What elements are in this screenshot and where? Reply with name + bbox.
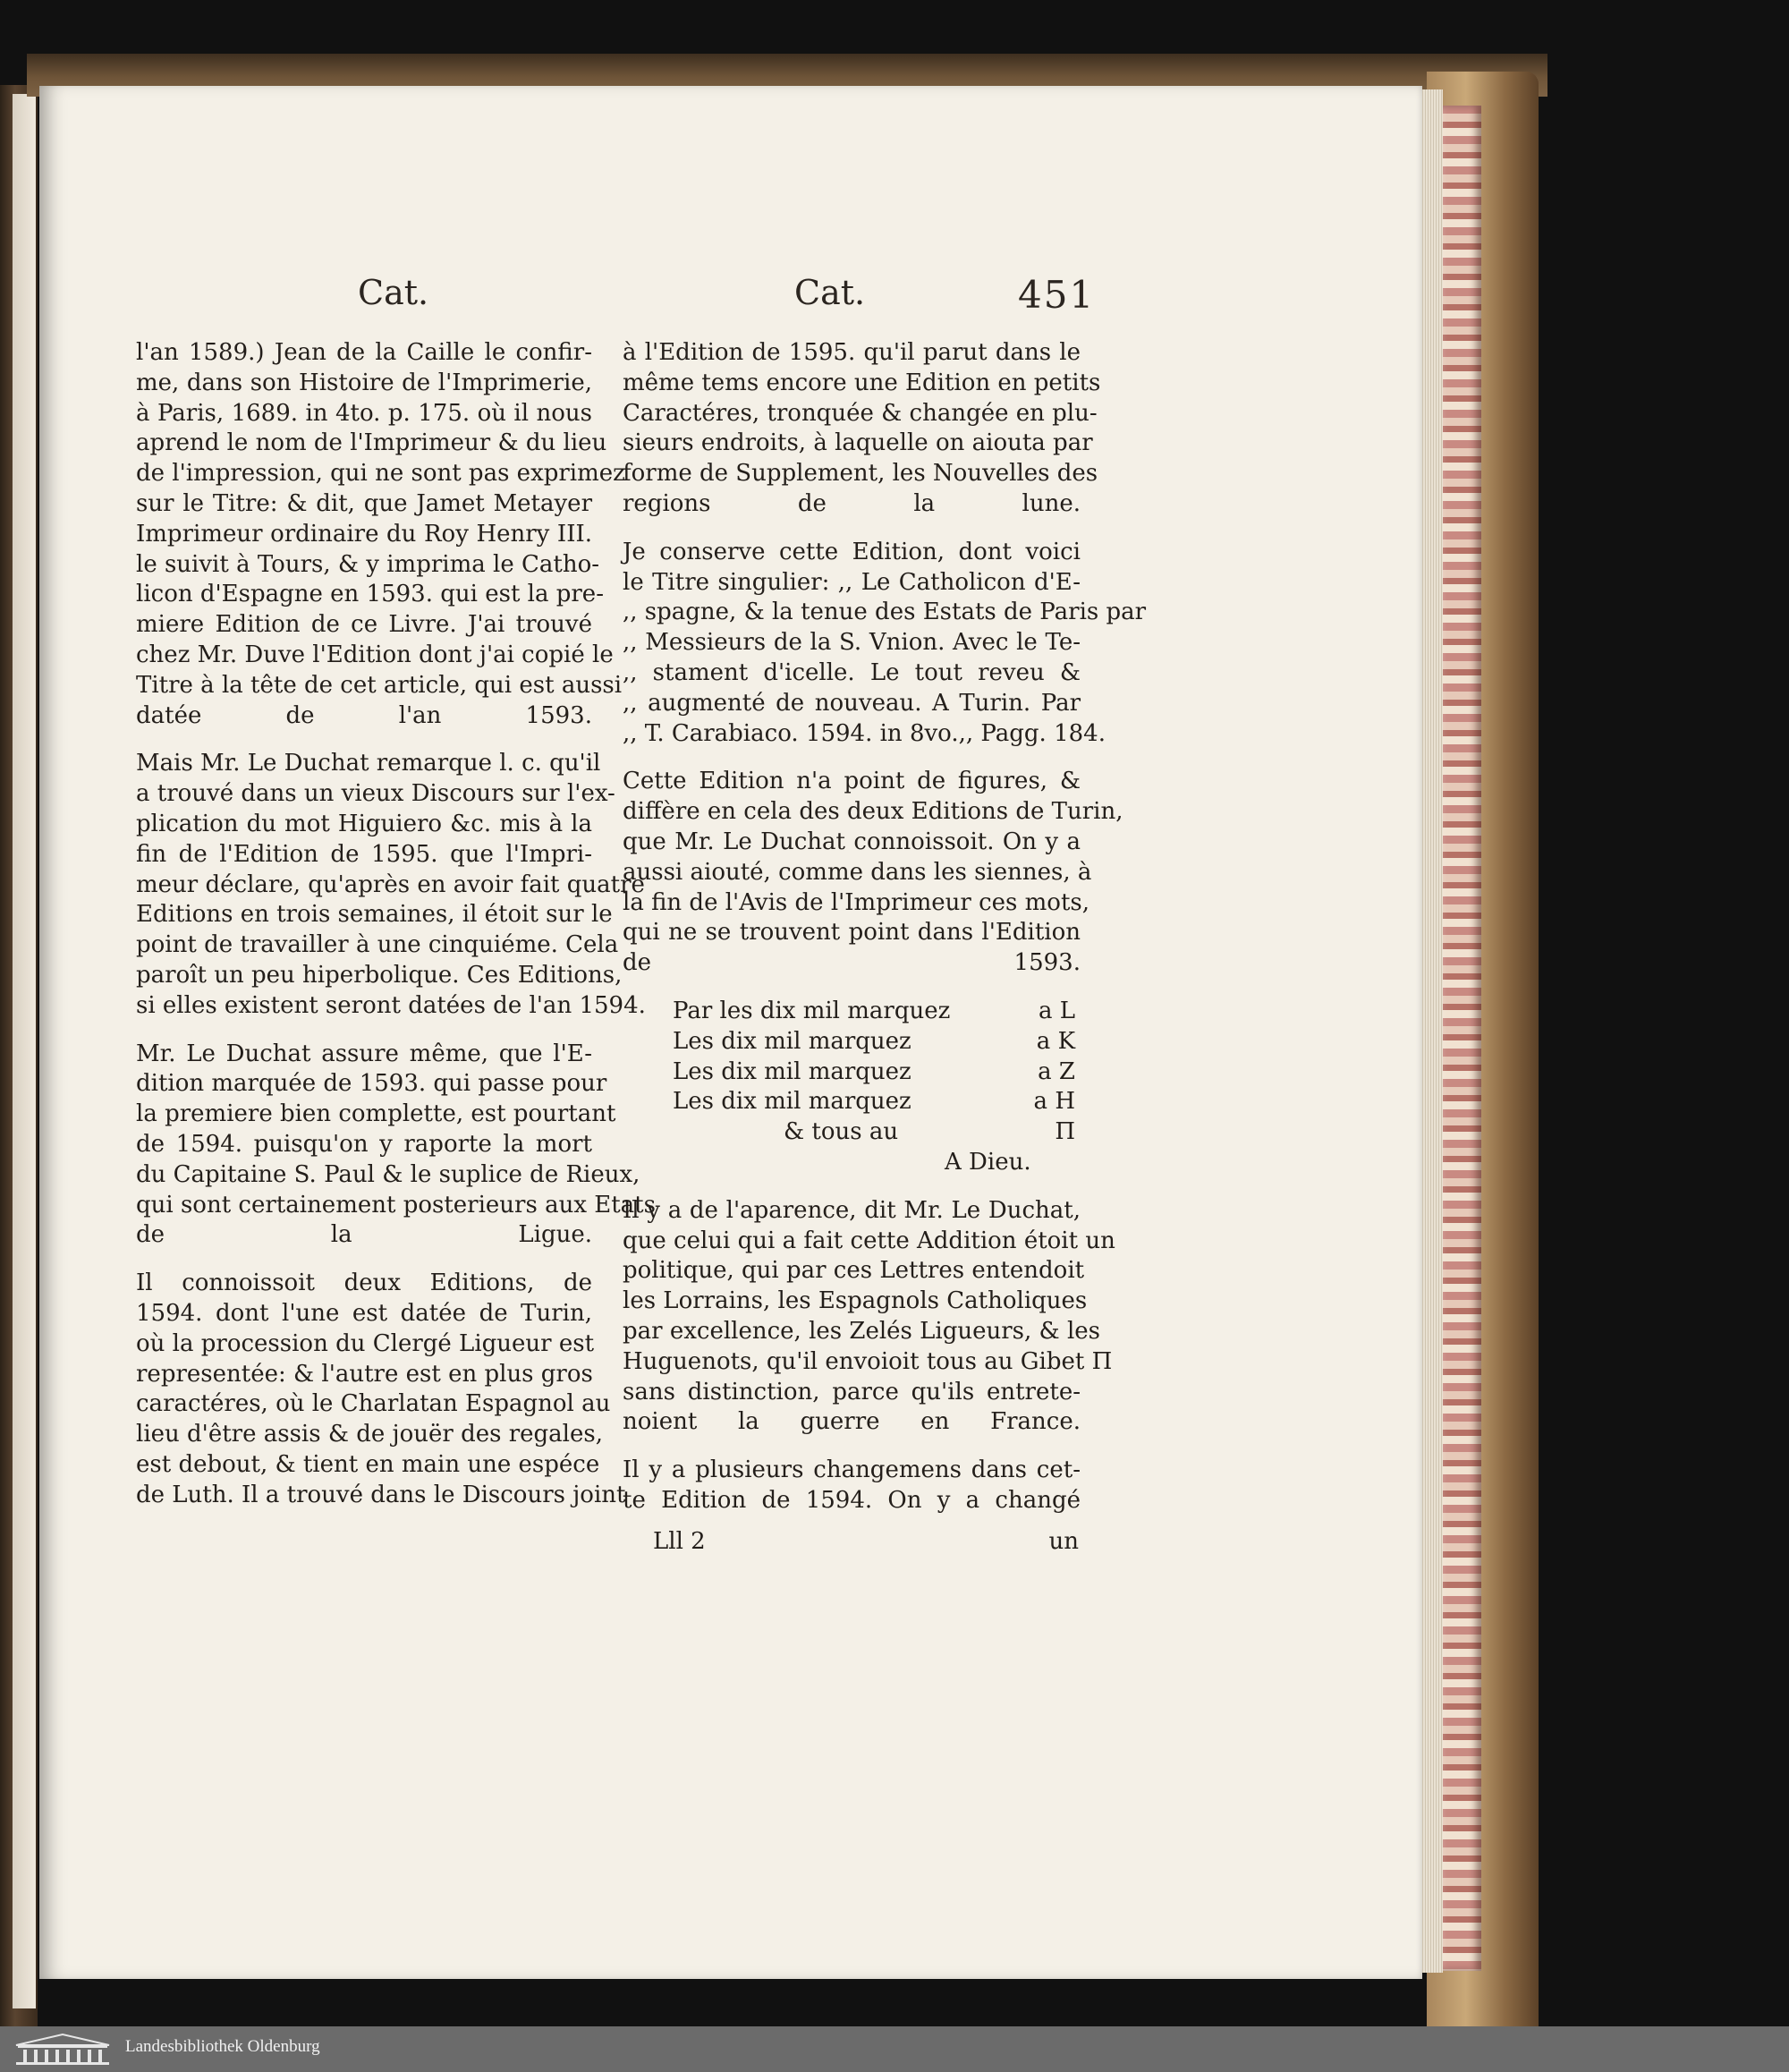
left-text-column (136, 338, 656, 1510)
text-line: aussi aiouté, comme dans les siennes, à (623, 858, 1092, 886)
text-line: Il y a plusieurs changemens dans cet- (623, 1456, 1081, 1484)
text-line: que celui qui a fait cette Addition étoit un (623, 1227, 1115, 1254)
text-line: politique, qui par ces Lettres entendoit (623, 1257, 1085, 1285)
paragraph-gap (136, 1251, 592, 1269)
verse-line (623, 1117, 1081, 1148)
library-building-icon (13, 2033, 113, 2067)
text-line: Je conserve cette Edition, dont voici (623, 538, 1081, 565)
paragraph-gap (136, 1022, 592, 1040)
verse-text: & tous au (784, 1118, 899, 1146)
text-line: qui ne se trouvent point dans l'Edition (623, 919, 1081, 947)
text-line: Il y a de l'aparence, dit Mr. Le Duchat, (623, 1196, 1081, 1224)
text-line: ,, T. Carabiaco. 1594. in 8vo.,, Pagg. 184. (623, 719, 1106, 747)
verse-text: Les dix mil marquez (673, 1057, 911, 1085)
text-line: si elles existent seront datées de l'an 1594. (136, 991, 646, 1019)
text-line: le Titre singulier: ,, Le Catholicon d'E- (623, 568, 1081, 596)
paragraph-gap (623, 749, 1081, 767)
facing-page-edge (13, 94, 36, 2008)
text-line: la fin de l'Avis de l'Imprimeur ces mots, (623, 888, 1090, 916)
verse-text: Les dix mil marquez (673, 1088, 911, 1116)
text-line: 1594. dont l'une est datée de Turin, (136, 1299, 592, 1327)
text-line: de l'impression, qui ne sont pas exprimez (136, 460, 625, 488)
text-line: de 1594. puisqu'on y raporte la mort (136, 1130, 592, 1158)
verse-letter: a L (1038, 997, 1075, 1024)
text-line: ,, augmenté de nouveau. A Turin. Par (623, 689, 1081, 717)
text-line: aprend le nom de l'Imprimeur & du lieu (136, 429, 607, 457)
text-line: l'an 1589.) Jean de la Caille le confir- (136, 339, 592, 366)
text-line: Caractéres, tronquée & changée en plu- (623, 399, 1098, 427)
right-text-column (623, 338, 1147, 1516)
paragraph-gap (136, 731, 592, 749)
verse-letter: a K (1036, 1027, 1075, 1055)
text-line: sieurs endroits, à laquelle on aiouta par (623, 429, 1093, 457)
verse-text: Par les dix mil marquez (673, 997, 951, 1024)
signature-mark: Lll 2 (653, 1528, 706, 1555)
text-line: plication du mot Higuiero &c. mis à la (136, 810, 592, 837)
text-line: caractéres, où le Charlatan Espagnol au (136, 1390, 611, 1418)
verse-line (623, 1057, 1081, 1088)
verse-letter: a Z (1038, 1057, 1075, 1085)
footer-library-label: Landesbibliothek Oldenburg (125, 2037, 320, 2056)
text-line: de Luth. Il a trouvé dans le Discours joint (136, 1481, 626, 1508)
verse-line (623, 1027, 1081, 1057)
paragraph-gap (623, 979, 1081, 997)
text-line: forme de Supplement, les Nouvelles des (623, 460, 1098, 488)
verse-letter: a H (1033, 1088, 1075, 1116)
verse-letter: Π (1055, 1118, 1075, 1146)
text-line: ,, stament d'icelle. Le tout reveu & (623, 658, 1081, 686)
text-line: point de travailler à une cinquiéme. Cela (136, 931, 619, 959)
text-line: Imprimeur ordinaire du Roy Henry III. (136, 520, 592, 548)
text-line: Cette Edition n'a point de figures, & (623, 768, 1081, 795)
text-line: par excellence, les Zelés Ligueurs, & les (623, 1317, 1101, 1345)
marbled-page-edge (1440, 106, 1481, 1971)
text-line: qui sont certainement posterieurs aux Etats (136, 1191, 656, 1219)
text-line: meur déclare, qu'après en avoir fait quatre (136, 870, 645, 898)
text-line: Mais Mr. Le Duchat remarque l. c. qu'il (136, 750, 601, 777)
text-line: Editions en trois semaines, il étoit sur le (136, 901, 613, 929)
text-line: paroît un peu hiperbolique. Ces Editions, (136, 961, 623, 989)
paragraph-gap (623, 1178, 1081, 1196)
text-line: Mr. Le Duchat assure même, que l'E- (136, 1040, 592, 1067)
text-line: sans distinction, parce qu'ils entrete- (623, 1378, 1081, 1405)
text-line: noient la guerre en France. (623, 1408, 1081, 1436)
text-line: que Mr. Le Duchat connoissoit. On y a (623, 828, 1081, 855)
text-line: representée: & l'autre est en plus gros (136, 1360, 593, 1388)
text-line: fin de l'Edition de 1595. que l'Impri- (136, 840, 592, 868)
text-line: à l'Edition de 1595. qu'il parut dans le (623, 339, 1081, 366)
verse-line (623, 1148, 1081, 1178)
text-line: lieu d'être assis & de jouër des regales, (136, 1421, 603, 1448)
text-line: la premiere bien complette, est pourtant (136, 1100, 616, 1128)
text-line: licon d'Espagne en 1593. qui est la pre- (136, 581, 604, 608)
text-line: où la procession du Clergé Ligueur est (136, 1329, 595, 1357)
text-line: même tems encore une Edition en petits (623, 369, 1101, 396)
text-line: de 1593. (623, 949, 1081, 977)
page-number: 451 (1018, 273, 1096, 317)
text-line: datée de l'an 1593. (136, 701, 592, 729)
text-line: ,, spagne, & la tenue des Estats de Paris par (623, 599, 1147, 626)
text-line: les Lorrains, les Espagnols Catholiques (623, 1287, 1088, 1315)
text-line: à Paris, 1689. in 4to. p. 175. où il nous (136, 399, 592, 427)
running-header-left: Cat. (358, 273, 429, 312)
text-line: me, dans son Histoire de l'Imprimerie, (136, 369, 592, 396)
signature-line (649, 1528, 1079, 1558)
text-line: Titre à la tête de cet article, qui est aussi (136, 671, 623, 699)
text-line: sur le Titre: & dit, que Jamet Metayer (136, 489, 592, 517)
verse-text: A Dieu. (945, 1148, 1031, 1176)
text-line: miere Edition de ce Livre. J'ai trouvé (136, 611, 592, 639)
text-line: est debout, & tient en main une espéce (136, 1450, 600, 1478)
text-line: le suivit à Tours, & y imprima le Catho- (136, 550, 600, 578)
text-line: ,, Messieurs de la S. Vnion. Avec le Te- (623, 629, 1081, 657)
text-line: Il connoissoit deux Editions, de (136, 1270, 592, 1297)
text-line: te Edition de 1594. On y a changé (623, 1486, 1081, 1514)
text-line: chez Mr. Duve l'Edition dont j'ai copié le (136, 641, 614, 668)
text-line: a trouvé dans un vieux Discours sur l'ex- (136, 780, 615, 808)
paragraph-gap (623, 520, 1081, 538)
verse-text: Les dix mil marquez (673, 1027, 911, 1055)
text-line: Huguenots, qu'il envoioit tous au Gibet Π (623, 1347, 1113, 1375)
verse-line (623, 1087, 1081, 1117)
text-line: de la Ligue. (136, 1221, 592, 1249)
paragraph-gap (623, 1438, 1081, 1456)
text-line: diffère en cela des deux Editions de Turin, (623, 798, 1123, 826)
text-line: dition marquée de 1593. qui passe pour (136, 1070, 607, 1098)
footer-bar (0, 2026, 1789, 2072)
catchword: un (1048, 1528, 1079, 1555)
text-line: regions de la lune. (623, 489, 1081, 517)
text-line: du Capitaine S. Paul & le suplice de Rieux, (136, 1160, 640, 1188)
verse-line (623, 997, 1081, 1027)
running-header-center: Cat. (794, 273, 866, 312)
